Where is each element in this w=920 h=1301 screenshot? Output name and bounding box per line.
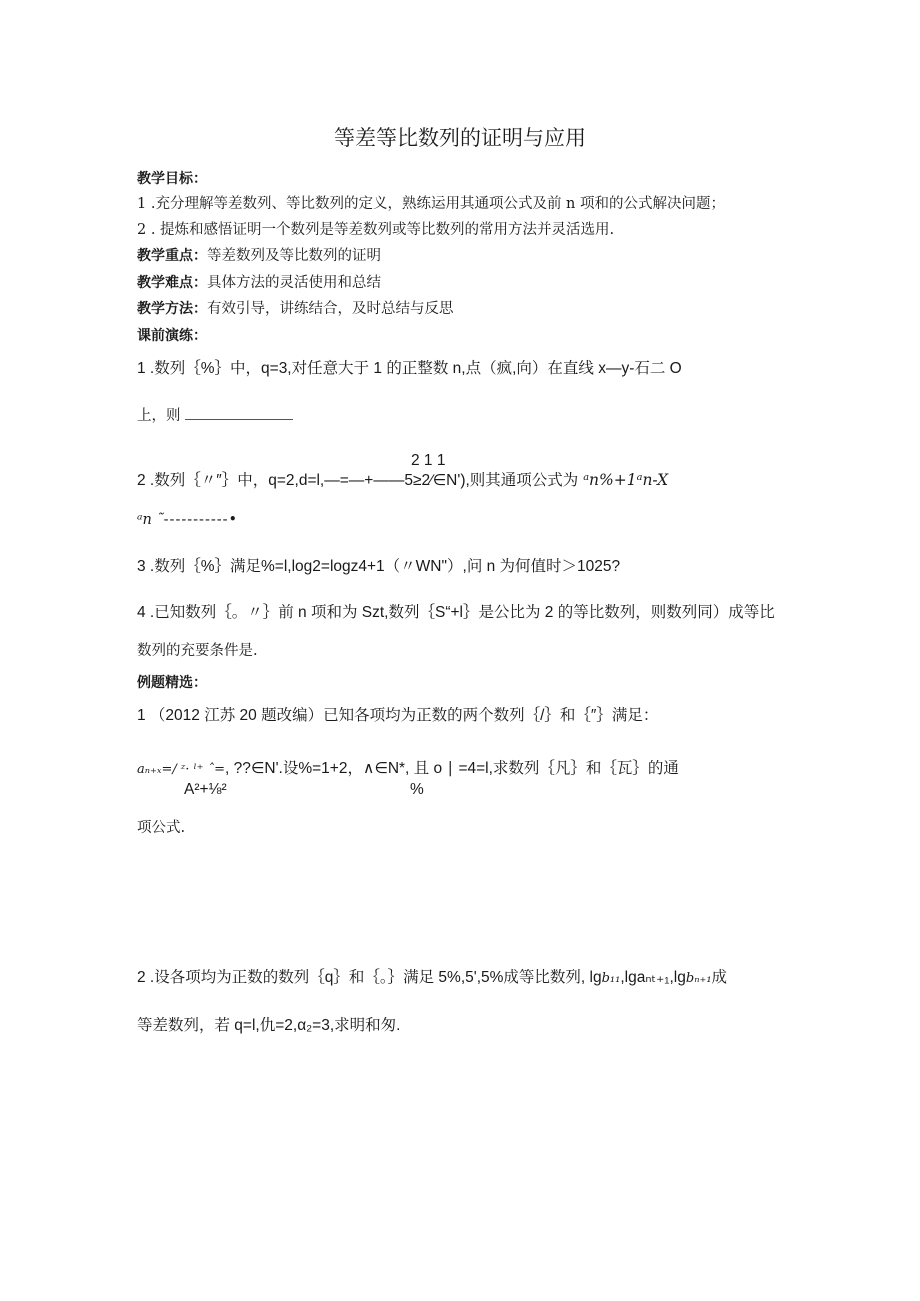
preclass-q2-line1: [137, 470, 668, 491]
difficulty-label: 教学难点：: [137, 275, 207, 291]
preclass-q2-dashes: -----------•: [163, 512, 239, 528]
key-point-label: 教学重点：: [137, 248, 207, 264]
objective-item-2: 2 . 提炼和感悟证明一个数列是等差数列或等比数列的常用方法并灵活选用.: [137, 222, 615, 238]
difficulty-line: [137, 273, 381, 293]
example-2-b11: b₁₁: [601, 971, 621, 986]
preclass-q2-line2: [137, 510, 238, 530]
preclass-q2-numerators: 2 1 1: [411, 452, 446, 469]
preclass-q1-line1: 1 .数列｛%｝中，q=3,对任意大于 1 的正整数 n,点（疯,向）在直线 x—y-石二 O: [137, 360, 682, 377]
preclass-q4-line1: 4 .已知数列｛。〃｝前 n 项和为 Szt,数列｛S“+l｝是公比为 2 的等比数列，则数列同）成等比: [137, 604, 775, 621]
answer-blank: [185, 407, 293, 420]
example-1-denominator-2: %: [410, 781, 424, 798]
method-line: [137, 299, 454, 319]
example-2-line2: 等差数列，若 q=l,仇=2,α₂=3,求明和匆.: [137, 1017, 401, 1034]
example-1-denominator: A²+⅛²: [184, 781, 227, 798]
preclass-label: 课前演练：: [137, 328, 207, 344]
example-2-bn1: bₙ₊₁: [685, 971, 712, 986]
objective-item-1: 1 .充分理解等差数列、等比数列的定义，熟练运用其通项公式及前 n 项和的公式解决问题；: [137, 196, 725, 212]
example-2-text: 2 .设各项均为正数的数列｛q｝和｛。｝满足 5%,5',5%成等比数列, lg: [137, 969, 602, 986]
example-2-mid: ,lgaₙₜ₊₁,lg: [620, 969, 686, 986]
example-2-end: 成: [711, 969, 728, 986]
example-1-line1: 1 （2012 江苏 20 题改编）已知各项均为正数的两个数列｛/｝和｛″｝满足：: [137, 707, 659, 724]
example-1-line3: 项公式.: [137, 820, 186, 836]
key-point-text: 等差数列及等比数列的证明: [207, 248, 381, 264]
preclass-q1-lead: 上，则: [137, 408, 181, 424]
preclass-q3: 3 .数列｛%｝满足%=l,log2=logz4+1（〃WN"）,问 n 为何值时＞1025?: [137, 558, 621, 575]
objectives-label: 教学目标：: [137, 171, 207, 187]
preclass-q2-text: 2 .数列｛〃″｝中，q=2,d=l,—=—+——5≥2∕∈N'),则其通项公式为: [137, 472, 579, 489]
preclass-q4-line2: 数列的充要条件是.: [137, 643, 258, 659]
preclass-q1-line2: [137, 406, 293, 426]
examples-label: 例题精选：: [137, 675, 207, 691]
example-1-formula-text: , ??∈N'.设%=1+2，∧∈N*, 且 o ∣ =4=l,求数列｛凡｝和｛瓦｝的通: [225, 760, 679, 777]
preclass-q2-formula-tail: ᵃn ˜: [137, 512, 164, 528]
example-1-formula-line: [137, 759, 679, 780]
page-title: 等差等比数列的证明与应用: [334, 126, 586, 150]
method-text: 有效引导，讲练结合，及时总结与反思: [207, 301, 454, 317]
method-label: 教学方法：: [137, 301, 207, 317]
example-2-line1: [137, 968, 727, 989]
key-point-line: [137, 246, 381, 266]
preclass-q2-formula: ᵃn%+1ᵃn-X: [578, 471, 669, 489]
difficulty-text: 具体方法的灵活使用和总结: [207, 275, 381, 291]
example-1-formula: aₙ₊ₓ=∕ ᶻ· ˡ⁺ ˆ=: [137, 762, 226, 777]
